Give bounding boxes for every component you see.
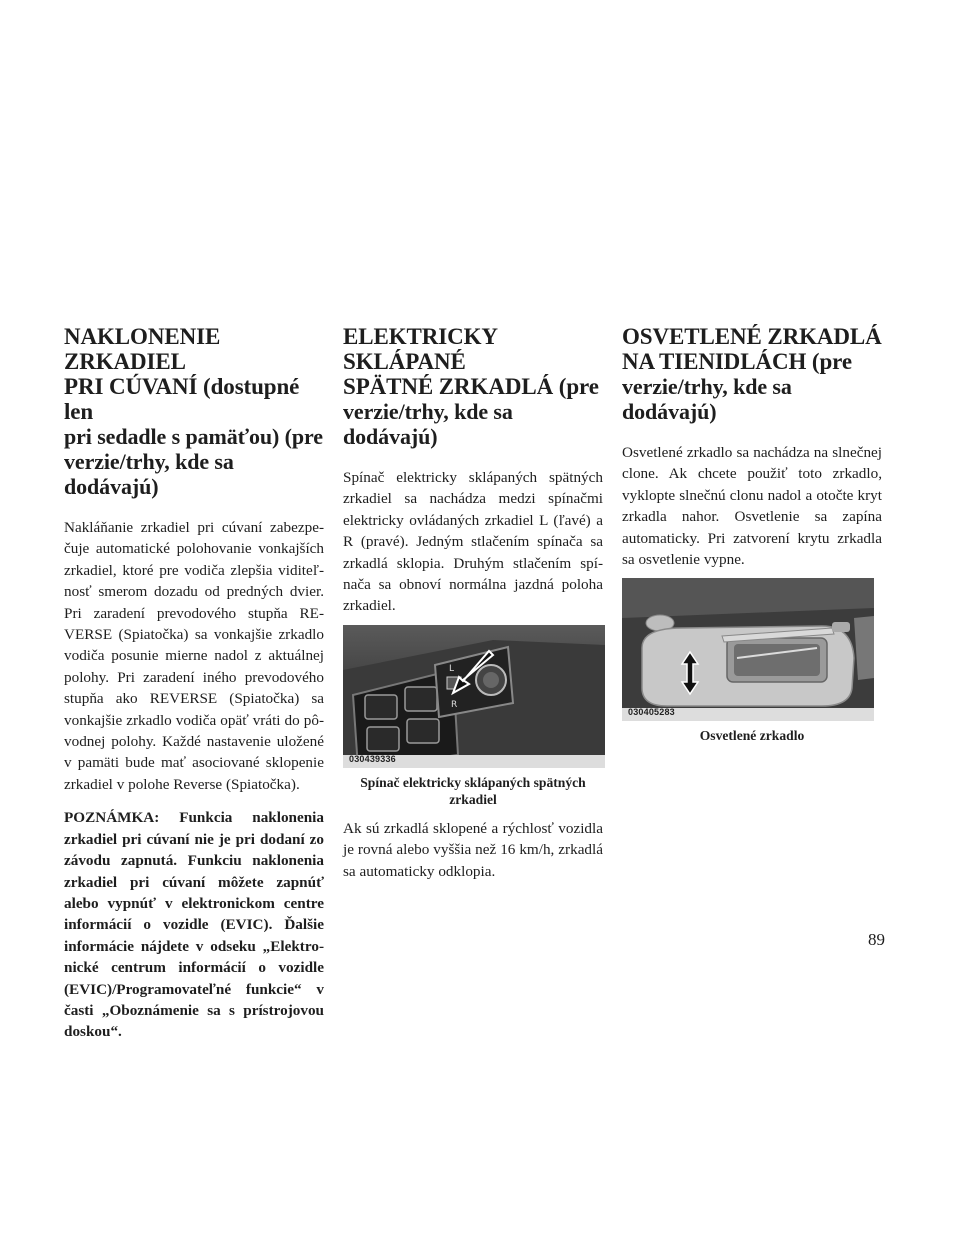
figure-id: 030405283 [628, 707, 675, 718]
body-paragraph: Spínač elektricky sklápaných spätných zrkadiel sa nachádza medzi spínačmi elektricky ovládaných zrkadiel L (ľavé) a R (pravé). Jedným stlačením spínača sa zrkadlá sklopia. Druhým stlačením spínača sa obnoví normálna jazdná poloha zrkadiel. [343, 469, 603, 615]
section-power-folding-mirrors [343, 324, 603, 882]
heading-line: SPÄTNÉ ZRKADLÁ (pre [343, 374, 599, 399]
page-number: 89 [868, 930, 885, 949]
heading-line: NAKLONENIE ZRKADIEL [64, 324, 221, 374]
heading-line: verzie/trhy, kde sa dodávajú) [622, 374, 792, 424]
section-heading [622, 324, 882, 424]
section-reverse-tilt-mirrors [64, 324, 324, 1043]
note-paragraph: POZNÁMKA: Funkcia naklonenia zrkadiel pri cúvaní nie je pri dodaní zo závodu zapnutá. Funkciu naklonenia zrkadiel pri cúvaní môžete zapnúť alebo vypnúť v elektronickom centre informácií o vozidle (EVIC). Ďalšie informácie nájdete v odseku „Elektronické centrum informácií o vozidle (EVIC)/Programovateľné funkcie“ v časti „Oboznámenie sa s prístrojovou doskou“. [64, 809, 324, 1041]
switch-panel-illustration [343, 625, 605, 768]
vanity-mirror-photo [622, 578, 874, 721]
figure-folding-switch [343, 625, 603, 808]
section-illuminated-vanity-mirrors [622, 324, 882, 754]
heading-line: pri sedadle s pamäťou) (pre [64, 424, 323, 449]
figure-caption: Osvetlené zrkadlo [699, 728, 805, 744]
body-paragraph: Ak sú zrkadlá sklopené a rýchlosť vozidla je rovná alebo vyššia než 16 km/h, zrkadlá sa automaticky odklopia. [343, 819, 603, 880]
section-heading [64, 324, 324, 499]
heading-line: verzie/trhy, kde sa dodávajú) [343, 399, 513, 449]
svg-text:L: L [449, 663, 455, 674]
body-paragraph: Osvetlené zrkadlo sa nachádza na slnečnej clone. Ak chcete použiť toto zrkadlo, vyklopte slnečnú clonu nadol a otočte kryt zrkadla nahor. Osvetlenie sa zapína automaticky. Pri zatvorení krytu zrkadla sa osvetlenie vypne. [622, 444, 882, 569]
figure-vanity-mirror [622, 578, 882, 744]
body-paragraph: Nakláňanie zrkadiel pri cúvaní zabezpečuje automatické polohovanie vonkajších zrkadiel, ktoré pre vodiča zlepšia viditeľnosť smerom dozadu od predných dvier. Pri zaradení prevodového stupňa REVERSE (Spiatočka) sa vonkajšie zrkadlo vodiča posunie mierne nadol z aktuálnej polohy. Pri zaradení iného prevodového stupňa ako REVERSE (Spiatočka) sa vonkajšie zrkadlo vodiča opäť vráti do pôvodnej polohy. Každé nastavenie uložené v pamäti bude mať asociované sklopenie zrkadiel v polohe Reverse (Spiatočka). [64, 519, 324, 793]
heading-line: PRI CÚVANÍ (dostupné len [64, 374, 300, 424]
figure-caption: Spínač elektricky sklápaných spätných zrkadiel [360, 774, 586, 807]
sun-visor-illustration [622, 578, 874, 721]
folding-switch-photo [343, 625, 605, 768]
svg-text:R: R [451, 699, 458, 710]
figure-id: 030439336 [349, 753, 396, 764]
heading-line: NA TIENIDLÁCH (pre [622, 349, 852, 374]
section-heading [343, 324, 603, 449]
heading-line: ELEKTRICKY SKLÁPANÉ [343, 324, 498, 374]
heading-line: verzie/trhy, kde sa dodávajú) [64, 449, 234, 499]
heading-line: OSVETLENÉ ZRKADLÁ [622, 324, 882, 349]
